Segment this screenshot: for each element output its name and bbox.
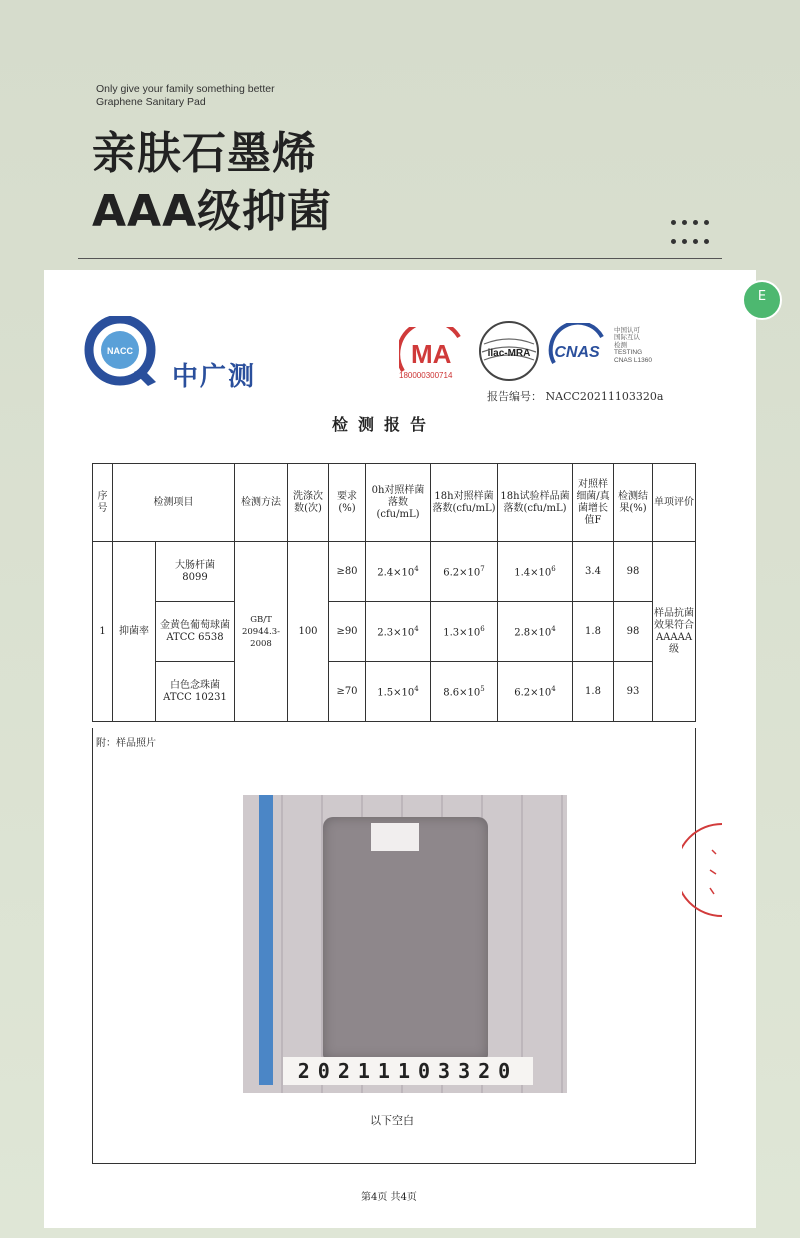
cell-req: ≥80	[329, 542, 366, 602]
table-header-row	[93, 464, 696, 542]
report-title: 检测报告	[332, 415, 437, 434]
organism-strain: ATCC 10231	[163, 691, 227, 703]
tagline-line-1: Only give your family something better	[96, 83, 275, 95]
cell-t18h: $1.4\times 10^6$	[498, 542, 573, 602]
ilac-mra-icon	[478, 320, 540, 382]
attachment-label: 附：样品照片	[96, 738, 156, 749]
cell-req: ≥70	[329, 662, 366, 722]
cell-result: 98	[614, 602, 653, 662]
sample-label	[371, 823, 419, 851]
header-washes: 洗涤次数(次)	[288, 464, 329, 542]
headline-line-2: AAA级抑菌	[92, 186, 333, 237]
table-row	[93, 542, 696, 602]
header-t18h: 18h试验样品菌落数(cfu/mL)	[498, 464, 573, 542]
cell-c0h: $2.3\times 10^4$	[366, 602, 431, 662]
cell-req: ≥90	[329, 602, 366, 662]
photo-number: 20211103320	[283, 1057, 533, 1085]
cell-category: 抑菌率	[113, 542, 156, 722]
value-mantissa: 6.2	[514, 687, 531, 699]
header-seq: 序号	[93, 464, 113, 542]
nacc-logo-icon	[82, 316, 160, 388]
organism-name: 白色念珠菌	[170, 679, 220, 691]
cell-result: 98	[614, 542, 653, 602]
value-mantissa: 2.8	[514, 627, 531, 639]
cell-seq: 1	[93, 542, 113, 722]
cell-organism	[156, 662, 235, 722]
cell-c18h: $8.6\times 10^5$	[431, 662, 498, 722]
cell-c0h: $2.4\times 10^4$	[366, 542, 431, 602]
value-mantissa: 2.3	[377, 627, 394, 639]
value-mantissa: 6.2	[443, 567, 460, 579]
cell-method: GB/T 20944.3-2008	[235, 542, 288, 722]
tagline-line-2: Graphene Sanitary Pad	[96, 96, 206, 108]
value-exponent: 6	[551, 565, 556, 574]
cell-organism	[156, 542, 235, 602]
cell-washes: 100	[288, 542, 329, 722]
value-mantissa: 1.4	[514, 567, 531, 579]
header-eval: 单项评价	[653, 464, 696, 542]
cell-result: 93	[614, 662, 653, 722]
value-exponent: 5	[480, 685, 485, 694]
cell-evaluation: 样品抗菌效果符合AAAAA级	[653, 542, 696, 722]
value-exponent: 6	[480, 625, 485, 634]
cnas-caption-line: 中国认可	[614, 327, 640, 334]
cell-organism	[156, 602, 235, 662]
organism-strain: 8099	[182, 571, 208, 583]
cnas-caption-line: CNAS L1360	[614, 356, 652, 364]
cell-growth: 1.8	[573, 662, 614, 722]
header-growth: 对照样细菌/真菌增长值F	[573, 464, 614, 542]
test-results-table	[92, 463, 696, 722]
lab-name: 中广测	[172, 362, 257, 392]
value-exponent: 4	[414, 685, 419, 694]
organism-strain: ATCC 6538	[166, 631, 224, 643]
value-mantissa: 1.3	[443, 627, 460, 639]
table-row	[93, 602, 696, 662]
header-result: 检测结果(%)	[614, 464, 653, 542]
cell-t18h: $2.8\times 10^4$	[498, 602, 573, 662]
value-mantissa: 2.4	[377, 567, 394, 579]
sample-pad	[323, 817, 488, 1059]
more-dots-icon[interactable]	[668, 213, 712, 251]
cnas-caption-line: TESTING	[614, 349, 643, 357]
cell-c18h: $1.3\times 10^6$	[431, 602, 498, 662]
cell-growth: 3.4	[573, 542, 614, 602]
cell-c18h: $6.2\times 10^7$	[431, 542, 498, 602]
cell-t18h: $6.2\times 10^4$	[498, 662, 573, 722]
headline-line-1: 亲肤石墨烯	[92, 128, 317, 179]
value-mantissa: 1.5	[377, 687, 394, 699]
header-method: 检测方法	[235, 464, 288, 542]
divider	[78, 258, 722, 259]
organism-name: 金黄色葡萄球菌	[160, 619, 230, 631]
cell-c0h: $1.5\times 10^4$	[366, 662, 431, 722]
header-c0h: 0h对照样菌落数(cfu/mL)	[366, 464, 431, 542]
ilac-text: ilac-MRA	[487, 348, 531, 359]
table-row	[93, 662, 696, 722]
header-c18h: 18h对照样菌落数(cfu/mL)	[431, 464, 498, 542]
cnas-text: CNAS	[554, 344, 600, 361]
cma-number: 180000300714	[399, 371, 453, 380]
value-exponent: 4	[551, 685, 556, 694]
value-exponent: 4	[414, 565, 419, 574]
cnas-caption-line: 国际互认	[614, 334, 640, 342]
value-exponent: 7	[480, 565, 485, 574]
seal-stamp-icon	[682, 820, 726, 920]
cell-growth: 1.8	[573, 602, 614, 662]
cnas-caption-line: 检测	[614, 341, 627, 349]
floating-badge-icon[interactable]: E	[742, 280, 782, 320]
organism-name: 大肠杆菌	[175, 559, 215, 571]
cnas-mark-icon	[546, 323, 608, 379]
page-number: 第4页 共4页	[361, 1192, 417, 1203]
report-number: 报告编号： NACC20211103320a	[487, 390, 664, 403]
value-mantissa: 8.6	[443, 687, 460, 699]
nacc-logo-text: NACC	[107, 346, 133, 356]
sample-photo	[243, 795, 567, 1093]
value-exponent: 4	[551, 625, 556, 634]
ruler-icon	[259, 795, 273, 1085]
tagline	[96, 83, 275, 109]
value-exponent: 4	[414, 625, 419, 634]
blank-note: 以下空白	[370, 1114, 414, 1127]
header-item: 检测项目	[113, 464, 235, 542]
cma-text: MA	[411, 339, 452, 369]
header-req: 要求(%)	[329, 464, 366, 542]
cnas-caption	[614, 327, 652, 364]
